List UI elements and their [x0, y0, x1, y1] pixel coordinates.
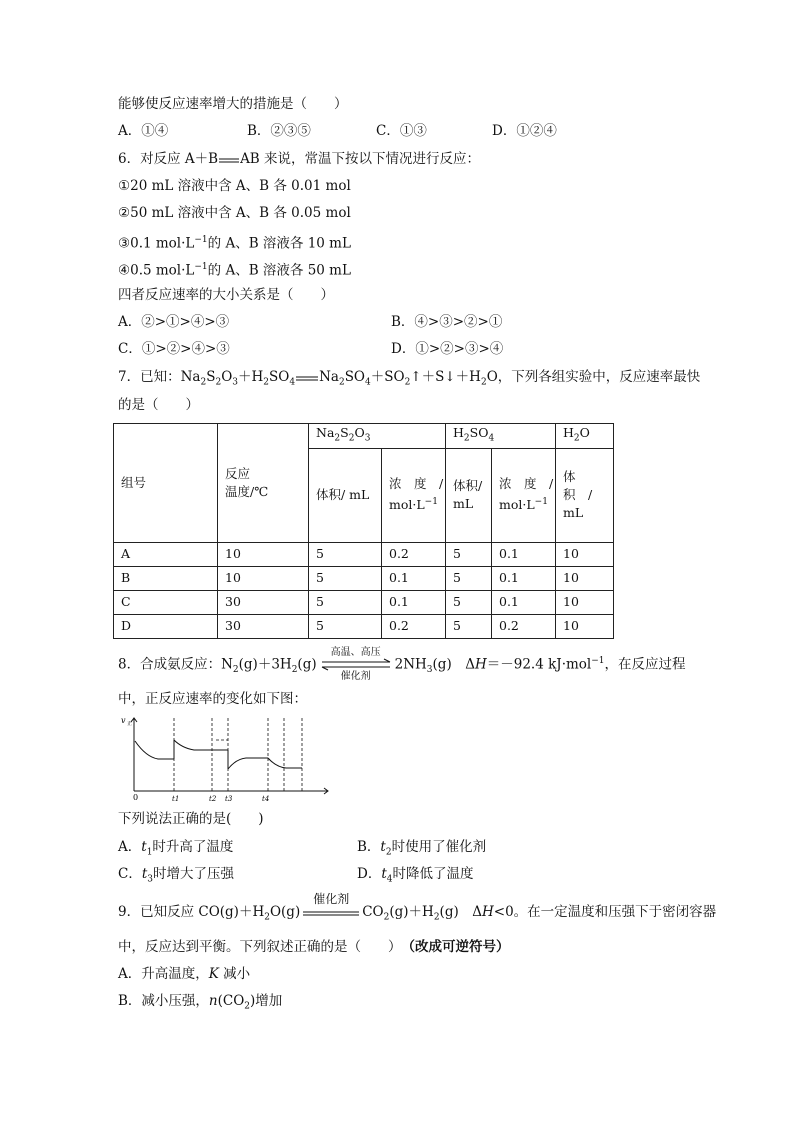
superscript: −1	[194, 235, 208, 245]
q8-d: 2NH	[394, 656, 427, 673]
opt-post: 时增大了压强	[153, 866, 235, 882]
table-cell: C	[114, 590, 218, 614]
conc-unit: mol·L	[499, 497, 535, 513]
sub: 4	[289, 377, 296, 388]
opt-b-tail: )增加	[250, 993, 283, 1009]
opt-pre: A．	[118, 839, 142, 855]
q9-b: O(g)	[269, 904, 301, 920]
table-cell: 0.1	[382, 590, 446, 614]
opt-a-text: A．升高温度，	[118, 966, 209, 982]
catalyst-equals-icon	[302, 891, 360, 922]
table-header-h2so4: $H_2SO_4$	[446, 424, 556, 449]
superscript: −1	[534, 497, 548, 508]
curve-segment-2	[174, 740, 212, 750]
q8-e: (g) Δ	[432, 656, 475, 673]
q7-eq-na2: Na	[319, 369, 339, 385]
table-cell: 5	[446, 614, 492, 638]
table-cell: 5	[446, 566, 492, 590]
table-cell: 0.2	[492, 614, 556, 638]
table-header-temp	[218, 424, 309, 543]
q8-c: (g)	[297, 656, 317, 673]
q5-stem: 能够使反应速率增大的措施是（ ）	[118, 96, 348, 112]
q7-eq-end: O，下列各组实验中，反应速率最快	[486, 369, 701, 385]
q9-g: <0。在一定温度和压强下于密闭容器	[493, 904, 717, 920]
q9-c: CO	[362, 904, 384, 920]
graph-ylabel-sub: 正	[127, 721, 133, 727]
q6-question: 四者反应速率的大小关系是（ ）	[118, 287, 334, 303]
table-cell: 30	[218, 590, 309, 614]
table-header-conc2	[492, 448, 556, 542]
table-header-group: 组号	[114, 424, 218, 543]
sub: 2	[291, 665, 298, 676]
table-cell: 0.1	[492, 566, 556, 590]
opt-b-co: (CO	[217, 993, 245, 1009]
table-header-temp-1: 反应	[225, 465, 251, 481]
table-header-h2o: $H_2O$	[556, 424, 614, 449]
sub: 3	[426, 665, 433, 676]
table-header-conc1	[382, 448, 446, 542]
q8-b: (g)＋3H	[238, 656, 292, 673]
table-cell: 5	[309, 566, 382, 590]
table-row	[114, 566, 614, 590]
q7-prefix: 7．已知：	[118, 369, 181, 385]
table-header-temp-2: 温度/℃	[225, 483, 269, 499]
table-cell: 10	[556, 590, 614, 614]
table-cell: D	[114, 614, 218, 638]
q6-item-1: ①20 mL 溶液中含 A、B 各 0.01 mol	[118, 178, 351, 194]
q6-option-a: A．②>①>④>③	[118, 314, 230, 330]
table-cell: 5	[309, 542, 382, 566]
graph-dashed-lines	[174, 718, 302, 791]
sub: 2	[264, 912, 270, 923]
curve-segment-1	[135, 741, 174, 759]
q7-stem: 7．已知：$Na_2S_2O_3+H_2SO_4$ $Na_2SO_4+SO_2↑+S↓+H_2O$，下列各组实验中，反应速率最快	[118, 369, 701, 388]
q6-option-c: C．①>②>④>③	[118, 341, 230, 357]
superscript: −1	[424, 497, 438, 508]
graph-tick-t4: t4	[262, 795, 270, 803]
sub: 2	[433, 912, 440, 923]
q7-eq-s: ↑＋S↓＋H	[410, 369, 481, 385]
table-cell: 10	[556, 614, 614, 638]
q9-stem	[118, 891, 717, 927]
q8-question: 下列说法正确的是( )	[118, 811, 264, 827]
vol2-unit: mL	[453, 496, 474, 511]
table-row	[114, 590, 614, 614]
q8-option-b	[357, 838, 486, 862]
sub: 2	[244, 1001, 251, 1012]
cond-top: 高温、高压	[330, 647, 381, 658]
q6-option-b: B．④>③>②>①	[391, 314, 503, 330]
q8-option-d	[357, 865, 474, 889]
sub: 4	[386, 874, 393, 885]
equals-sign-icon	[295, 369, 319, 387]
table-cell: 0.1	[492, 542, 556, 566]
vol3-unit: mL	[563, 505, 584, 520]
table-cell: 30	[218, 614, 309, 638]
catalyst-label: 催化剂	[313, 891, 350, 906]
table-header-vol3	[556, 448, 614, 542]
q5-option-c: C．①③	[376, 123, 427, 139]
conc-label: 浓 度 /	[389, 476, 444, 492]
opt-t: t	[380, 839, 386, 855]
q8-h: ，在反应过程	[604, 656, 686, 673]
vol3-label: 体 积 /	[563, 469, 593, 502]
q9-option-a	[118, 965, 250, 983]
conc-label: 浓 度 /	[499, 476, 554, 492]
table-header-vol1: 体积/ mL	[309, 448, 382, 542]
table-cell: 10	[218, 566, 309, 590]
q6-option-d: D．①>②>③>④	[391, 341, 504, 357]
graph-axes	[131, 718, 328, 794]
opt-pre: C．	[118, 866, 142, 882]
sub: 2	[383, 912, 390, 923]
sub: 2	[263, 377, 270, 388]
q6-item-3	[118, 231, 351, 253]
table-cell: 5	[446, 590, 492, 614]
table-cell: 10	[218, 542, 309, 566]
opt-post: 时使用了催化剂	[391, 839, 487, 855]
opt-t: t	[141, 839, 147, 855]
q7-eq-na: Na	[180, 369, 201, 385]
q6-item-3-b: 的 A、B 溶液各 10 mL	[207, 235, 351, 252]
opt-b-text: B．减小压强，	[118, 993, 209, 1009]
sub: 2	[200, 377, 207, 388]
opt-t: t	[141, 866, 148, 882]
sub: 1	[146, 847, 153, 858]
q9-stem2	[118, 938, 510, 956]
opt-b-n: n	[208, 993, 218, 1009]
table-header-na2s2o3: $Na_2S_2O_3$	[309, 424, 446, 449]
table-cell: 5	[309, 590, 382, 614]
q5-option-a: A．①④	[118, 123, 169, 139]
q6-item-3-a: ③0.1 mol·L	[118, 235, 195, 252]
q8-stem	[118, 647, 686, 682]
q8-a: 8．合成氨反应：N	[118, 656, 233, 673]
table-cell: 0.2	[382, 542, 446, 566]
reversible-arrow-icon	[320, 647, 392, 682]
q8-g: ＝－92.4 kJ·mol	[486, 656, 592, 673]
sub: 4	[365, 377, 371, 388]
sub: 3	[232, 377, 238, 388]
q8-stem2: 中，正反应速率的变化如下图：	[118, 691, 307, 707]
superscript: −1	[194, 262, 208, 272]
q6-stem	[118, 150, 480, 169]
sub: 3	[147, 874, 154, 885]
table-header-vol2	[446, 448, 492, 542]
graph-tick-t3: t3	[225, 795, 233, 803]
opt-post: 时降低了温度	[392, 866, 474, 882]
q7-eq-h: ＋H	[238, 369, 264, 385]
equals-sign-icon	[218, 151, 240, 169]
q6-stem-part1: 6．对反应 A＋B	[118, 151, 219, 167]
table-cell: 0.1	[492, 590, 556, 614]
table-row	[114, 542, 614, 566]
graph-tick-t1: t1	[172, 795, 180, 803]
sub: 2	[338, 377, 345, 388]
opt-pre: B．	[357, 839, 381, 855]
q8-option-c	[118, 865, 234, 889]
conc-unit: mol·L	[389, 497, 425, 513]
q9-stem2-text: 中，反应达到平衡。下列叙述正确的是（ ）	[118, 939, 395, 955]
q6-item-4-a: ④0.5 mol·L	[118, 262, 195, 279]
table-cell: A	[114, 542, 218, 566]
vol2-label: 体积/	[453, 478, 483, 493]
sub: 2	[480, 377, 487, 388]
q8-option-a	[118, 838, 233, 862]
table-cell: B	[114, 566, 218, 590]
curve-segment-5	[268, 758, 302, 768]
q5-option-b: B．②③⑤	[247, 123, 311, 139]
q9-d: (g)＋H	[389, 904, 434, 920]
superscript: −1	[591, 656, 605, 666]
table-cell: 0.1	[382, 566, 446, 590]
rate-time-graph	[118, 713, 333, 805]
sub: 2	[215, 377, 222, 388]
graph-tick-t2: t2	[209, 795, 217, 803]
opt-a-k: K	[208, 966, 219, 982]
q7-stem2: 的是（ ）	[118, 397, 199, 413]
q5-option-d: D．①②④	[492, 123, 557, 139]
graph-ylabel: v	[121, 716, 126, 725]
sub: 2	[232, 665, 239, 676]
opt-t: t	[381, 866, 387, 882]
table-cell: 10	[556, 542, 614, 566]
table-cell: 5	[309, 614, 382, 638]
curve-segment-4	[228, 758, 268, 769]
q6-stem-part2: AB 来说，常温下按以下情况进行反应：	[240, 151, 481, 167]
opt-pre: D．	[357, 866, 382, 882]
table-cell: 5	[446, 542, 492, 566]
q6-item-2: ②50 mL 溶液中含 A、B 各 0.05 mol	[118, 205, 351, 221]
q6-item-4-b: 的 A、B 溶液各 50 mL	[207, 262, 351, 279]
table-row	[114, 614, 614, 638]
table-cell: 10	[556, 566, 614, 590]
sub: 2	[404, 377, 411, 388]
q7-experiment-table	[113, 423, 614, 639]
opt-post: 时升高了温度	[152, 839, 234, 855]
q9-e: (g) Δ	[439, 904, 482, 920]
q9-f: H	[481, 904, 494, 920]
q9-option-b	[118, 992, 282, 1016]
opt-a-tail: 减小	[218, 966, 251, 982]
graph-curve	[135, 740, 302, 769]
cond-bot: 催化剂	[340, 671, 371, 682]
q7-eq-so2: ＋SO	[370, 369, 405, 385]
graph-origin: 0	[133, 793, 139, 802]
q9-edit-note: （改成可逆符号）	[408, 939, 510, 955]
q8-f: H	[474, 656, 487, 673]
table-cell: 0.2	[382, 614, 446, 638]
q6-item-4	[118, 258, 351, 280]
q9-a: 9．已知反应 CO(g)＋H	[118, 904, 265, 920]
sub: 2	[385, 847, 392, 858]
